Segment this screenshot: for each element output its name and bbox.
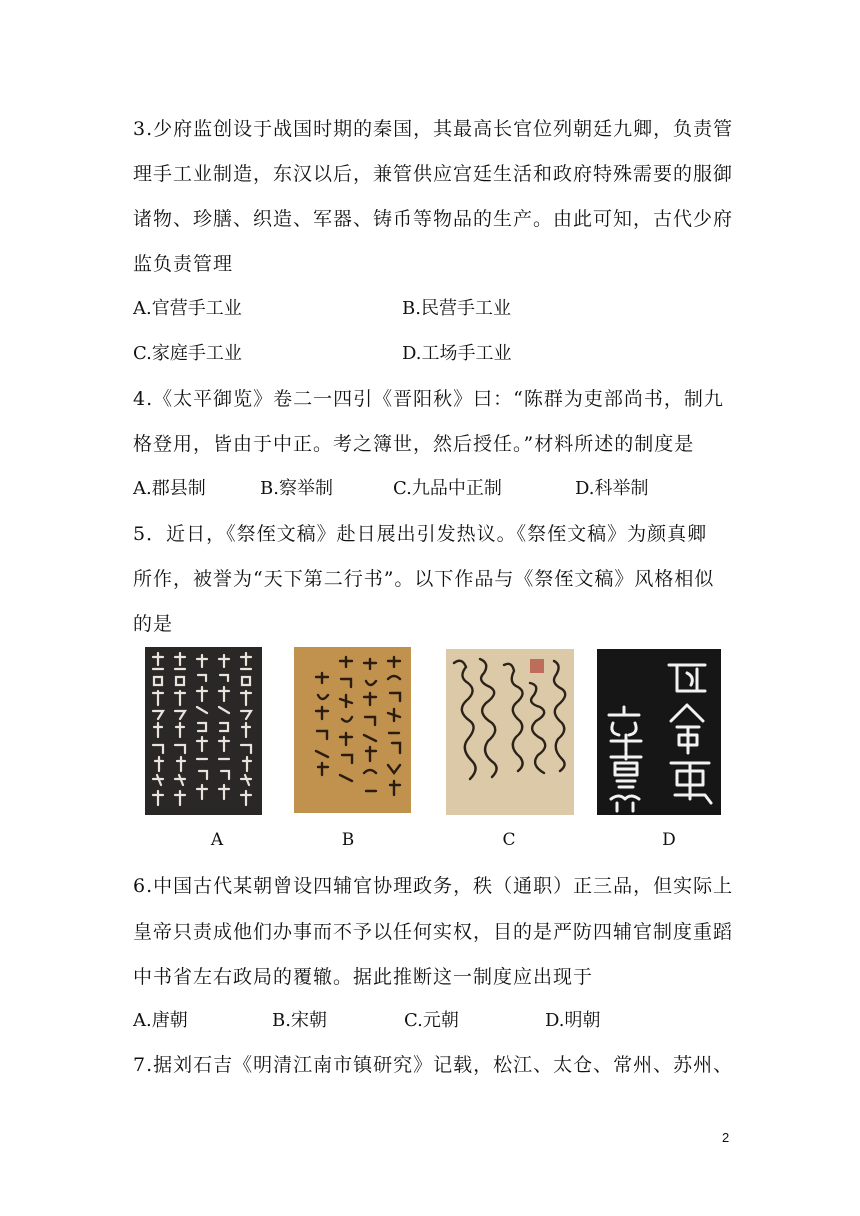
q3-option-b: B.民营手工业 bbox=[402, 298, 511, 319]
regular-script-on-silk-icon bbox=[294, 647, 411, 813]
q3-line-3: 诸物、珍膳、织造、军器、铸币等物品的生产。由此可知，古代少府 bbox=[133, 208, 734, 230]
calligraphy-image-a bbox=[145, 647, 262, 815]
q6-line-2: 皇帝只责成他们办事而不予以任何实权，目的是严防四辅官制度重蹈 bbox=[133, 921, 734, 943]
cursive-script-scroll-icon bbox=[446, 649, 574, 815]
q6-option-a: A.唐朝 bbox=[133, 1010, 188, 1031]
image-label-b: B bbox=[341, 830, 355, 850]
q4-line-2: 格登用，皆由于中正。考之簿世，然后授任。”材料所述的制度是 bbox=[133, 433, 695, 455]
q7-line-1: 7.据刘石吉《明清江南市镇研究》记载，松江、太仓、常州、苏州、 bbox=[133, 1054, 734, 1076]
q3-option-d: D.工场手工业 bbox=[402, 343, 512, 364]
q3-line-2: 理手工业制造，东汉以后，兼管供应宫廷生活和政府特殊需要的服御 bbox=[133, 163, 734, 185]
image-label-a: A bbox=[210, 830, 224, 850]
calligraphy-image-b bbox=[294, 647, 411, 813]
q3-option-a: A.官营手工业 bbox=[133, 298, 242, 319]
q5-line-3: 的是 bbox=[133, 613, 174, 635]
q4-option-c: C.九品中正制 bbox=[393, 478, 502, 499]
q6-option-d: D.明朝 bbox=[545, 1010, 601, 1031]
q4-option-b: B.察举制 bbox=[260, 478, 333, 499]
q5-line-1: 5．近日，《祭侄文稿》赴日展出引发热议。《祭侄文稿》为颜真卿 bbox=[133, 523, 708, 545]
image-label-d: D bbox=[662, 830, 676, 850]
q4-option-a: A.郡县制 bbox=[133, 478, 206, 499]
image-label-c: C bbox=[502, 830, 516, 850]
q5-line-2: 所作，被誉为“天下第二行书”。以下作品与《祭侄文稿》风格相似 bbox=[133, 568, 715, 590]
q3-line-4: 监负责管理 bbox=[133, 253, 234, 275]
q4-line-1: 4.《太平御览》卷二一四引《晋阳秋》曰：“陈群为吏部尚书，制九 bbox=[133, 388, 724, 410]
page-number: 2 bbox=[722, 1130, 730, 1145]
regular-script-rubbing-icon bbox=[145, 647, 262, 815]
q6-line-3: 中书省左右政局的覆辙。据此推断这一制度应出现于 bbox=[133, 966, 594, 988]
q3-option-c: C.家庭手工业 bbox=[133, 343, 242, 364]
q6-option-b: B.宋朝 bbox=[272, 1010, 327, 1031]
q3-line-1: 3.少府监创设于战国时期的秦国，其最高长官位列朝廷九卿，负责管 bbox=[133, 118, 734, 140]
q6-option-c: C.元朝 bbox=[404, 1010, 459, 1031]
calligraphy-image-c bbox=[446, 649, 574, 815]
q4-option-d: D.科举制 bbox=[575, 478, 649, 499]
q6-line-1: 6.中国古代某朝曾设四辅官协理政务，秩（通职）正三品，但实际上 bbox=[133, 875, 734, 897]
calligraphy-image-d bbox=[597, 649, 721, 815]
seal-script-rubbing-icon bbox=[597, 649, 721, 815]
